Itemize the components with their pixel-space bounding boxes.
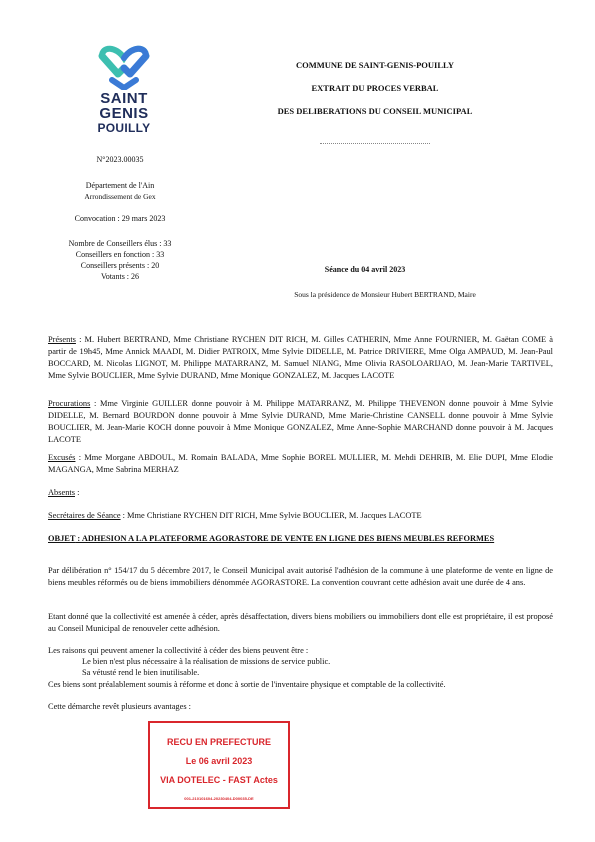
votants: Votants : 26 [100, 272, 140, 281]
objet-title: : ADHESION A LA PLATEFORME AGORASTORE DE VENTE EN LIGNE DES BIENS MEUBLES REFORMES [75, 534, 495, 543]
logo-line-pouilly: POUILLY [97, 121, 151, 135]
logo-line-saint: SAINT [100, 90, 148, 107]
procurations-paragraph [48, 398, 553, 446]
secretaires-paragraph [48, 510, 553, 522]
reason-bullet-2: Sa vétusté rend le bien inutilisable. [82, 668, 200, 677]
procurations-label: Procurations [48, 399, 91, 408]
body-paragraph-3: Les raisons qui peuvent amener la collectivité à céder des biens peuvent être : [48, 646, 309, 655]
secretaires-label: Secrétaires de Séance [48, 511, 121, 520]
procurations-list: : Mme Virginie GUILLER donne pouvoir à M. Philippe MATARRANZ, M. Philippe THEVENON donne pouvoir à Mme Sylvie DIDELLE, M. Bernard BOURDON donne pouvoir à Mme Sylvie DURAND, Mme Marie-Christine CANSELL donne pouvoir à Mme Sylvie BOUCLIER, M. Jean-Marie KOCH donne pouvoir à Mme Monique GONZALEZ, Mme Anne-Sophie MARCHAND donne pouvoir à M. Jacques LACOTE [48, 399, 553, 444]
header-commune: COMMUNE DE SAINT-GENIS-POUILLY [295, 60, 455, 70]
secretaires-list: : Mme Christiane RYCHEN DIT RICH, Mme Sylvie BOUCLIER, M. Jacques LACOTE [120, 511, 422, 520]
convocation-date: Convocation : 29 mars 2023 [74, 214, 166, 223]
absents-paragraph [48, 487, 553, 499]
presents-paragraph [48, 334, 553, 382]
conseillers-presents: Conseillers présents : 20 [80, 261, 160, 270]
excuses-label: Excusés [48, 453, 76, 462]
stamp-reference: 001-210101604-20230404-D00035-DE [184, 796, 254, 801]
prefecture-stamp [148, 721, 290, 809]
seance-presidence: Sous la présidence de Monsieur Hubert BERTRAND, Maire [294, 290, 476, 299]
header-extrait: EXTRAIT DU PROCES VERBAL [311, 83, 439, 93]
excuses-list: : Mme Morgane ABDOUL, M. Romain BALADA, Mme Sophie BOREL MULLIER, M. Mehdi DEHRIB, M. Elie DUPI, Mme Elodie MAGANGA, Mme Sabrina MERHAZ [48, 453, 553, 474]
objet-label: OBJET [48, 534, 76, 543]
body-paragraph-2: Etant donné que la collectivité est amenée à céder, après désaffectation, divers biens mobiliers ou immobiliers dont elle est propriétaire, il est proposé au Conseil Municipal de renouveler cette adhésion. [48, 612, 553, 633]
presents-label: Présents [48, 335, 76, 344]
excuses-paragraph [48, 452, 553, 476]
stamp-via: VIA DOTELEC - FAST Actes [160, 775, 278, 785]
body-paragraph-4: Ces biens sont préalablement soumis à réforme et donc à sortie de l'inventaire physique et comptable de la collectivité. [48, 680, 446, 689]
header-deliberations: DES DELIBERATIONS DU CONSEIL MUNICIPAL [277, 106, 473, 116]
absents-label: Absents [48, 488, 75, 497]
conseillers-fonction: Conseillers en fonction : 33 [75, 250, 165, 259]
stamp-recu: RECU EN PREFECTURE [166, 737, 271, 747]
saint-genis-pouilly-logo-icon [96, 44, 152, 90]
conseillers-elus: Nombre de Conseillers élus : 33 [68, 239, 172, 248]
header-divider [320, 143, 430, 144]
reason-bullet-1: Le bien n'est plus nécessaire à la réalisation de missions de service public. [82, 657, 331, 666]
body-paragraph-1: Par délibération n° 154/17 du 5 décembre 2017, le Conseil Municipal avait autorisé l'adhésion de la commune à une plateforme de vente en ligne de biens meubles réformés ou de biens immobiliers dénommée AGORASTORE. La convention couvrant cette adhésion avait une durée de 4 ans. [48, 566, 553, 587]
objet-heading [48, 533, 553, 545]
body-paragraph-5: Cette démarche revêt plusieurs avantages : [48, 702, 192, 711]
presents-list: : M. Hubert BERTRAND, Mme Christiane RYCHEN DIT RICH, M. Gilles CATHERIN, Mme Anne FOURNIER, M. Gaëtan COME à partir de 19h45, Mme Annick MAADI, M. Didier PATROIX, Mme Sylvie DIDELLE, M. Patrice DRIVIERE, Mme Olga AMPAUD, M. Jean-Paul BOCCARD, M. Nicolas LIGNOT, M. Philippe MATARRANZ, M. Samuel NIANG, Mme Olivia RASOLOARIJAO, M. Jean-Marie TARTIVEL, Mme Sylvie BOUCLIER, Mme Sylvie DURAND, Mme Monique GONZALEZ, M. Jacques LACOTE [48, 335, 553, 380]
seance-date: Séance du 04 avril 2023 [324, 265, 406, 274]
stamp-date: Le 06 avril 2023 [185, 756, 253, 766]
logo-line-genis: GENIS [99, 105, 149, 122]
absents-list: : [75, 488, 80, 497]
departement: Département de l'Ain [85, 181, 155, 190]
arrondissement: Arrondissement de Gex [84, 192, 156, 201]
deliberation-number: N°2023.00035 [96, 155, 144, 164]
